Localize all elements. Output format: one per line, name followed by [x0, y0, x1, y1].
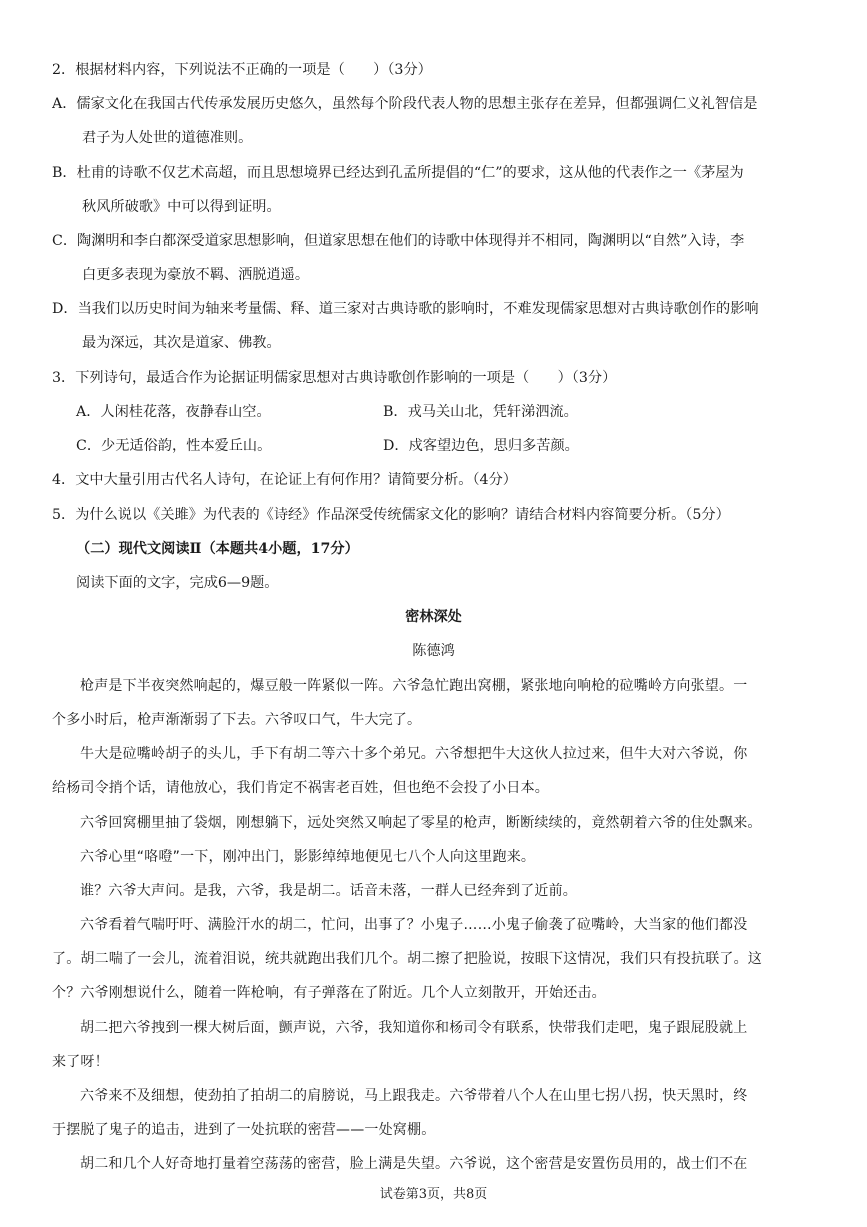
story-line: 胡二和几个人好奇地打量着空荡荡的密营，脸上满是失望。六爷说，这个密营是安置伤员用的，战士们不在	[80, 1156, 748, 1172]
story-line: 六爷心里“咯噔”一下，刚冲出门，影影绰绰地便见七八个人向这里跑来。	[80, 849, 536, 865]
section-instruction: 阅读下面的文字，完成6—9题。	[76, 575, 279, 591]
story-line: 于摆脱了鬼子的追击，进到了一处抗联的密营——一处窝棚。	[52, 1122, 436, 1138]
story-line: 来了呀！	[52, 1054, 109, 1070]
story-line: 牛大是砬嘴岭胡子的头儿，手下有胡二等六十多个弟兄。六爷想把牛大这伙人拉过来，但牛大对六爷说，你	[80, 746, 748, 762]
story-line: 个？六爷刚想说什么，随着一阵枪响，有子弹落在了附近。几个人立刻散开，开始还击。	[52, 985, 606, 1001]
story-line: 个多小时后，枪声渐渐弱了下去。六爷叹口气，牛大完了。	[52, 712, 422, 728]
q3-option-c: C．少无适俗韵，性本爱丘山。	[76, 438, 272, 454]
story-line: 谁？六爷大声问。是我，六爷，我是胡二。话音未落，一群人已经奔到了近前。	[80, 883, 577, 899]
q2-option-b-cont: 秋风所破歌》中可以得到证明。	[82, 199, 281, 215]
story-line: 六爷看着气喘吁吁、满脸汗水的胡二，忙问，出事了？小鬼子……小鬼子偷袭了砬嘴岭，大当家的他们都没	[80, 917, 748, 933]
story-author: 陈德鸿	[412, 643, 455, 659]
q2-option-c: C．陶渊明和李白都深受道家思想影响，但道家思想在他们的诗歌中体现得并不相同，陶渊明以“自然”入诗，李	[52, 233, 745, 249]
question-2-stem: 2．根据材料内容，下列说法不正确的一项是（ ）（3分）	[52, 62, 432, 78]
story-line: 给杨司令捎个话，请他放心，我们肯定不祸害老百姓，但也绝不会投了小日本。	[52, 780, 549, 796]
story-line: 六爷回窝棚里抽了袋烟，刚想躺下，远处突然又响起了零星的枪声，断断续续的，竟然朝着六爷的住处飘来。	[80, 815, 762, 831]
story-title: 密林深处	[405, 609, 462, 625]
q3-option-d: D．戍客望边色，思归多苦颜。	[383, 438, 579, 454]
q2-option-d: D．当我们以历史时间为轴来考量儒、释、道三家对古典诗歌的影响时，不难发现儒家思想对古典诗歌创作的影响	[52, 301, 759, 317]
q2-option-a: A．儒家文化在我国古代传承发展历史悠久，虽然每个阶段代表人物的思想主张存在差异，但都强调仁义礼智信是	[52, 96, 758, 112]
story-line: 六爷来不及细想，使劲拍了拍胡二的肩膀说，马上跟我走。六爷带着八个人在山里七拐八拐，快天黑时，终	[80, 1088, 748, 1104]
q2-option-d-cont: 最为深远，其次是道家、佛教。	[82, 335, 281, 351]
q2-option-c-cont: 白更多表现为豪放不羁、洒脱逍遥。	[82, 267, 310, 283]
q2-option-a-cont: 君子为人处世的道德准则。	[82, 130, 253, 146]
page-footer: 试卷第3页，共8页	[379, 1187, 488, 1202]
question-5: 5．为什么说以《关雎》为代表的《诗经》作品深受传统儒家文化的影响？请结合材料内容简要分析。（5分）	[52, 507, 730, 523]
story-line: 枪声是下半夜突然响起的，爆豆般一阵紧似一阵。六爷急忙跑出窝棚，紧张地向响枪的砬嘴岭方向张望。一	[80, 678, 748, 694]
question-4: 4．文中大量引用古代名人诗句，在论证上有何作用？请简要分析。（4分）	[52, 472, 517, 488]
q2-option-b: B．杜甫的诗歌不仅艺术高超，而且思想境界已经达到孔孟所提倡的“仁”的要求，这从他的代表作之一《茅屋为	[52, 165, 744, 181]
question-3-stem: 3．下列诗句，最适合作为论据证明儒家思想对古典诗歌创作影响的一项是（ ）（3分）	[52, 370, 617, 386]
q3-option-a: A．人闲桂花落，夜静春山空。	[76, 404, 271, 420]
section-heading: （二）现代文阅读Ⅱ（本题共4小题，17分）	[76, 541, 359, 557]
story-line: 胡二把六爷拽到一棵大树后面，颤声说，六爷，我知道你和杨司令有联系，快带我们走吧，鬼子跟屁股就上	[80, 1020, 748, 1036]
q3-option-b: B．戎马关山北，凭轩涕泗流。	[383, 404, 578, 420]
story-line: 了。胡二喘了一会儿，流着泪说，统共就跑出我们几个。胡二擦了把脸说，按眼下这情况，我们只有投抗联了。这	[52, 951, 762, 967]
